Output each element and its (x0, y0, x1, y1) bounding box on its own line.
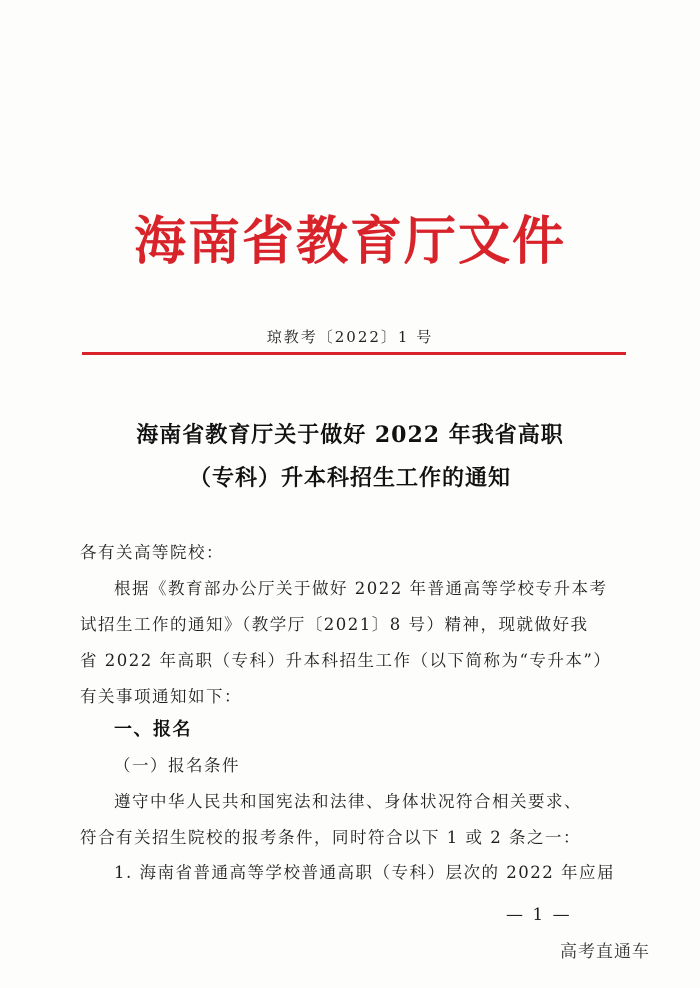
subsection-heading-conditions: （一）报名条件 (114, 756, 240, 775)
paragraph-3-line-1: 1. 海南省普通高等学校普通高职（专科）层次的 2022 年应届 (114, 863, 615, 882)
page-number: — 1 — (506, 905, 572, 925)
paragraph-1-line-3: 省 2022 年高职（专科）升本科招生工作（以下简称为“专升本”） (80, 651, 612, 670)
paragraph-1-line-1: 根据《教育部办公厅关于做好 2022 年普通高等学校专升本考 (114, 579, 608, 598)
document-number: 琼教考〔2022〕1 号 (266, 328, 434, 346)
document-title-line-1: 海南省教育厅关于做好 2022 年我省高职 (136, 422, 564, 448)
paragraph-1-line-2: 试招生工作的通知》（教学厅〔2021〕8 号）精神，现就做好我 (80, 615, 589, 634)
red-divider-line (82, 352, 626, 355)
watermark-text: 高考直通车 (560, 942, 650, 962)
paragraph-2-line-2: 符合有关招生院校的报考条件，同时符合以下 1 或 2 条之一： (80, 828, 581, 847)
paragraph-1-line-4: 有关事项通知如下： (80, 687, 242, 706)
document-title-line-2: （专科）升本科招生工作的通知 (188, 465, 511, 491)
salutation: 各有关高等院校： (80, 543, 224, 562)
section-heading-registration: 一、报名 (114, 719, 192, 740)
issuer-title: 海南省教育厅文件 (133, 211, 566, 272)
paragraph-2-line-1: 遵守中华人民共和国宪法和法律、身体状况符合相关要求、 (114, 792, 582, 811)
